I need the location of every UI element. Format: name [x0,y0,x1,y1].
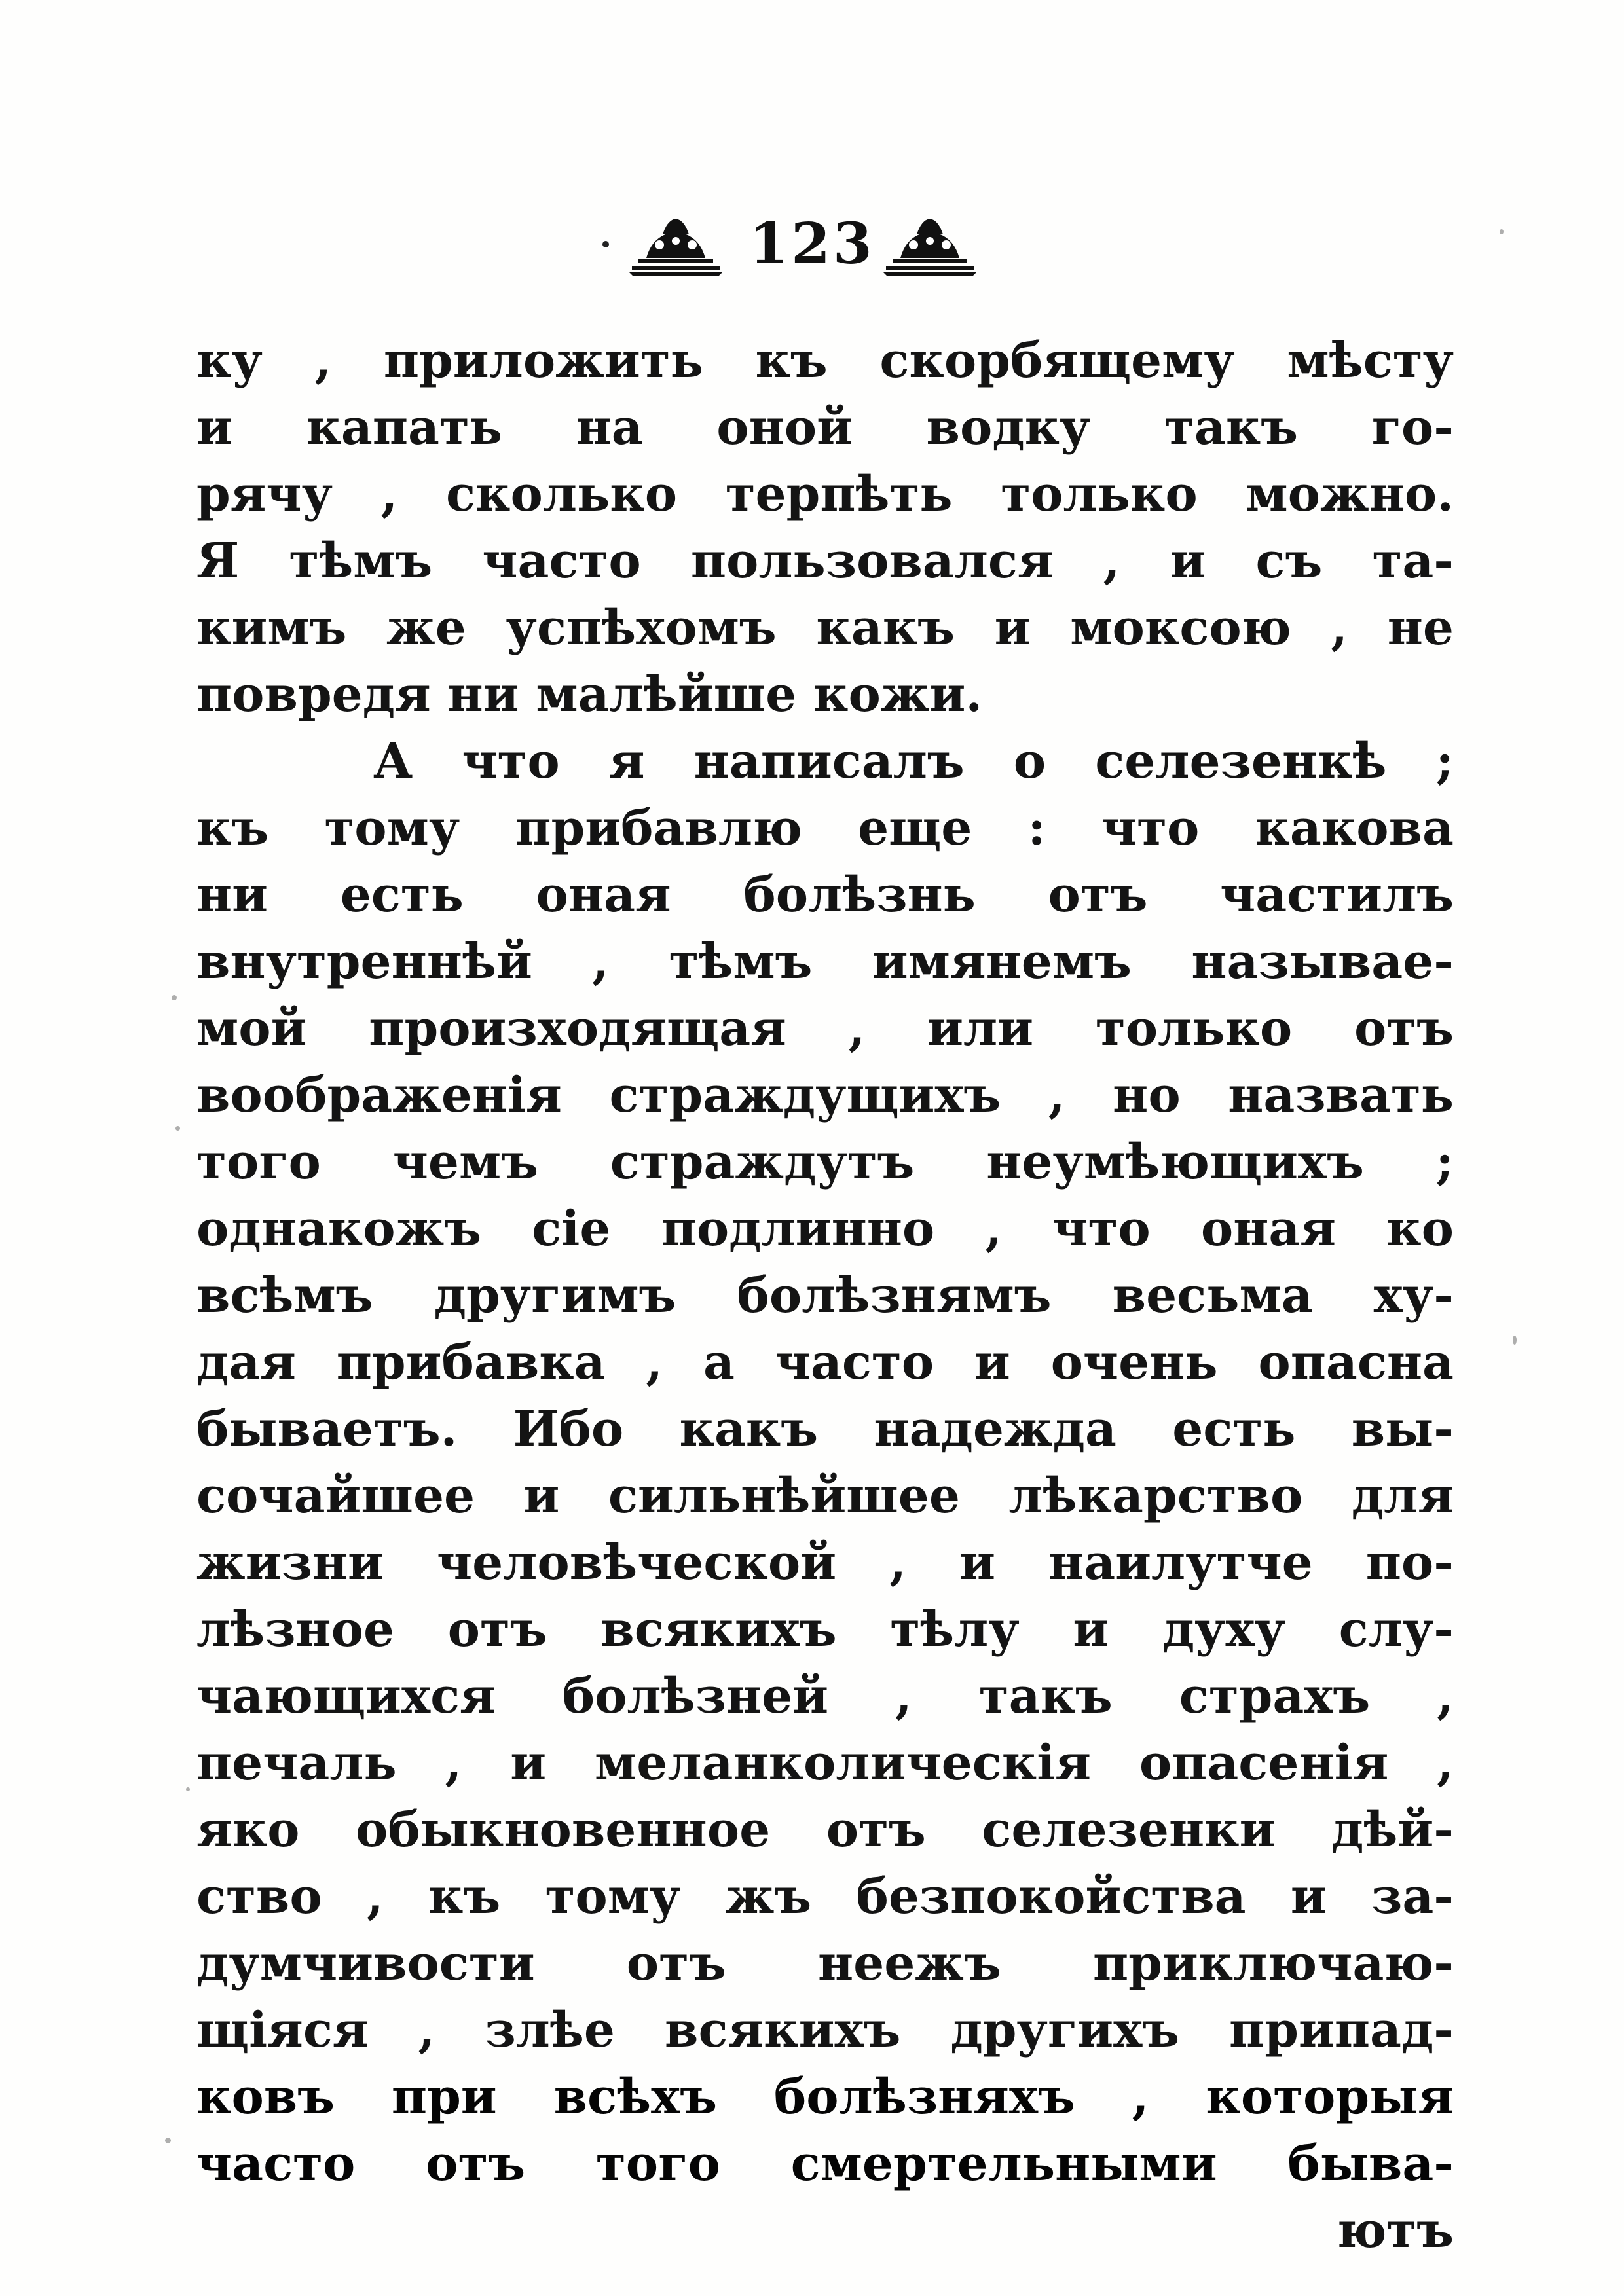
print-speck [1513,1336,1517,1345]
print-speck [175,1126,180,1131]
text-line: ковъ при всѣхъ болѣзняхъ , которыя [196,2069,1454,2125]
text-line: лѣзное отъ всякихъ тѣлу и духу слу- [196,1601,1454,1658]
text-line: печаль , и меланколическія опасенія , [196,1735,1454,1791]
text-line: ку , приложить къ скорбящему мѣсту [196,333,1454,389]
catchword: ютъ [1337,2202,1454,2259]
text-line: яко обыкновенное отъ селезенки дѣй- [196,1802,1454,1858]
print-speck [186,1787,190,1791]
text-line: внутреннѣй , тѣмъ имянемъ называе- [196,934,1454,990]
text-line: думчивости отъ неежъ приключаю- [196,1935,1454,1992]
fleuron-right-icon [881,215,979,280]
text-line: Я тѣмъ часто пользовался , и съ та- [196,533,1454,589]
text-line: ни есть оная болѣзнь отъ частилъ [196,867,1454,923]
text-line: и капать на оной водку такъ го- [196,399,1454,456]
text-line: сочайшее и сильнѣйшее лѣкарство для [196,1468,1454,1524]
text-line: воображенія страждущихъ , но назвать [196,1067,1454,1123]
text-line: рячу , сколько терпѣть только можно. [196,466,1454,522]
fleuron-left-icon [627,215,725,280]
text-line: жизни человѣческой , и наилутче по- [196,1535,1454,1591]
body-text [196,327,1454,2264]
text-line: кимъ же успѣхомъ какъ и моксою , не [196,600,1454,656]
text-line: чающихся болѣзней , такъ страхъ , [196,1668,1454,1724]
text-line: всѣмъ другимъ болѣзнямъ весьма ху- [196,1267,1454,1324]
text-line: часто отъ того смертельными быва- [196,2136,1454,2192]
text-line: къ тому прибавлю еще : что какова [196,800,1454,856]
text-line: ство , къ тому жъ безпокойства и за- [196,1868,1454,1925]
header-dot [602,241,609,247]
print-speck [1500,229,1504,234]
page-number: 123 [749,211,875,277]
paragraph-start-line: А что я написалъ о селезенкѣ ; [373,733,1454,790]
text-line: того чемъ страждутъ неумѣющихъ ; [196,1134,1454,1190]
page-header [0,208,1624,306]
text-line: бываетъ. Ибо какъ надежда есть вы- [196,1401,1454,1457]
print-speck [172,995,177,1000]
text-line: дая прибавка , а часто и очень опасна [196,1334,1454,1391]
print-speck [165,2138,171,2143]
text-line: повредя ни малѣйше кожи. [196,666,983,723]
text-line: однакожъ сіе подлинно , что оная ко [196,1201,1454,1257]
text-line: щіяся , злѣе всякихъ другихъ припад- [196,2002,1454,2058]
text-line: мой произходящая , или только отъ [196,1000,1454,1057]
